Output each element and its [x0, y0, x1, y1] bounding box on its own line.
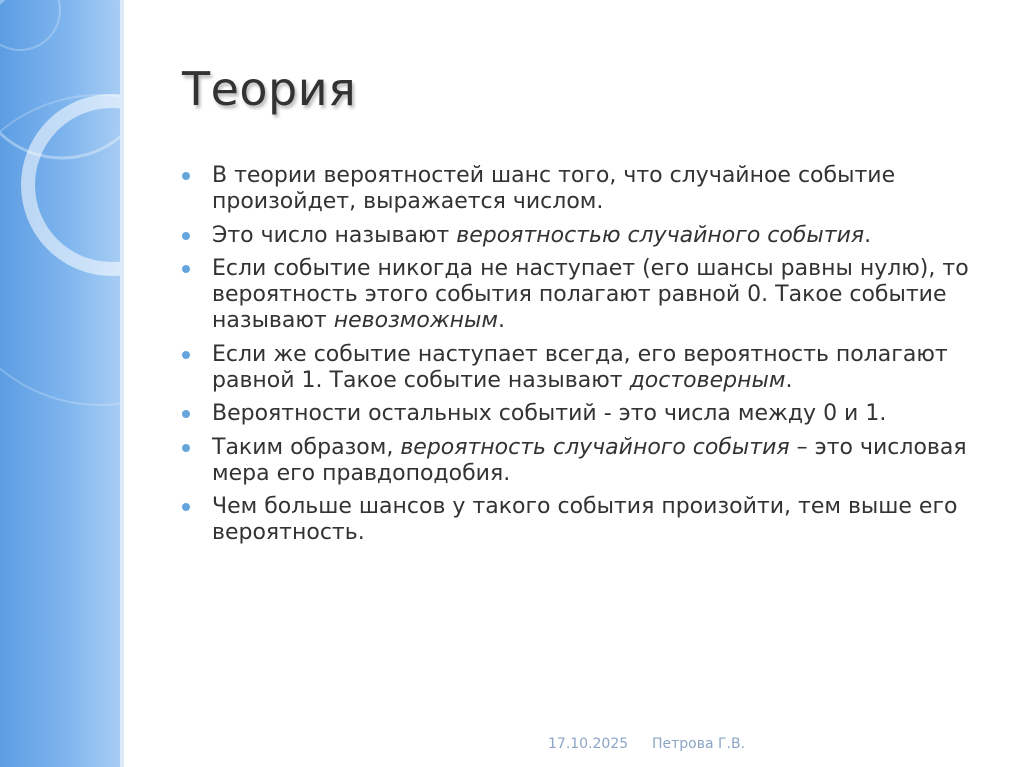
- bullet-dot-icon: [182, 172, 190, 180]
- bullet-item: [182, 342, 982, 394]
- footer-author: Петрова Г.В.: [652, 736, 746, 752]
- bullet-text: Чем больше шансов у такого события произойти, тем выше его вероятность.: [212, 494, 958, 545]
- bullet-text: – это числовая мера его правдоподобия.: [212, 434, 967, 486]
- emphasis-term: достоверным: [629, 367, 786, 393]
- decorative-circles: [0, 0, 120, 767]
- bullet-dot-icon: [182, 410, 190, 418]
- sidebar-edge: [120, 0, 124, 767]
- bullet-dot-icon: [182, 351, 190, 359]
- bullet-text: Таким образом,: [212, 434, 401, 460]
- bullet-dot-icon: [182, 265, 190, 273]
- bullet-item: [182, 256, 982, 334]
- bullet-dot-icon: [182, 444, 190, 452]
- footer-date: 17.10.2025: [548, 736, 629, 752]
- emphasis-term: невозможным: [333, 308, 498, 333]
- bullet-text: Это число называют: [212, 222, 457, 248]
- bullet-list: [182, 163, 982, 554]
- bullet-text: Если событие никогда не наступает (его шансы равны нулю), то вероятность этого события полагают равной 0. Такое событие называют: [212, 256, 969, 333]
- decorative-sidebar: [0, 0, 120, 767]
- bullet-text: .: [498, 308, 505, 333]
- bullet-text: .: [785, 367, 793, 393]
- bullet-dot-icon: [182, 503, 190, 511]
- emphasis-term: вероятностью случайного события: [456, 222, 865, 248]
- bullet-item: [182, 163, 982, 215]
- bullet-item: [182, 401, 982, 427]
- bullet-text: Вероятности остальных событий - это числа между 0 и 1.: [212, 401, 887, 426]
- bullet-text: В теории вероятностей шанс того, что случайное событие произойдет, выражается числом.: [212, 163, 896, 214]
- bullet-text: .: [864, 222, 872, 248]
- bullet-item: [182, 435, 982, 487]
- bullet-item: [182, 494, 982, 546]
- bullet-item: [182, 223, 982, 249]
- bullet-text: Если же событие наступает всегда, его вероятность полагают равной 1. Такое событие называют: [212, 341, 948, 393]
- emphasis-term: вероятность случайного события: [400, 434, 790, 460]
- slide-title: Теория: [182, 62, 357, 116]
- bullet-dot-icon: [182, 232, 190, 240]
